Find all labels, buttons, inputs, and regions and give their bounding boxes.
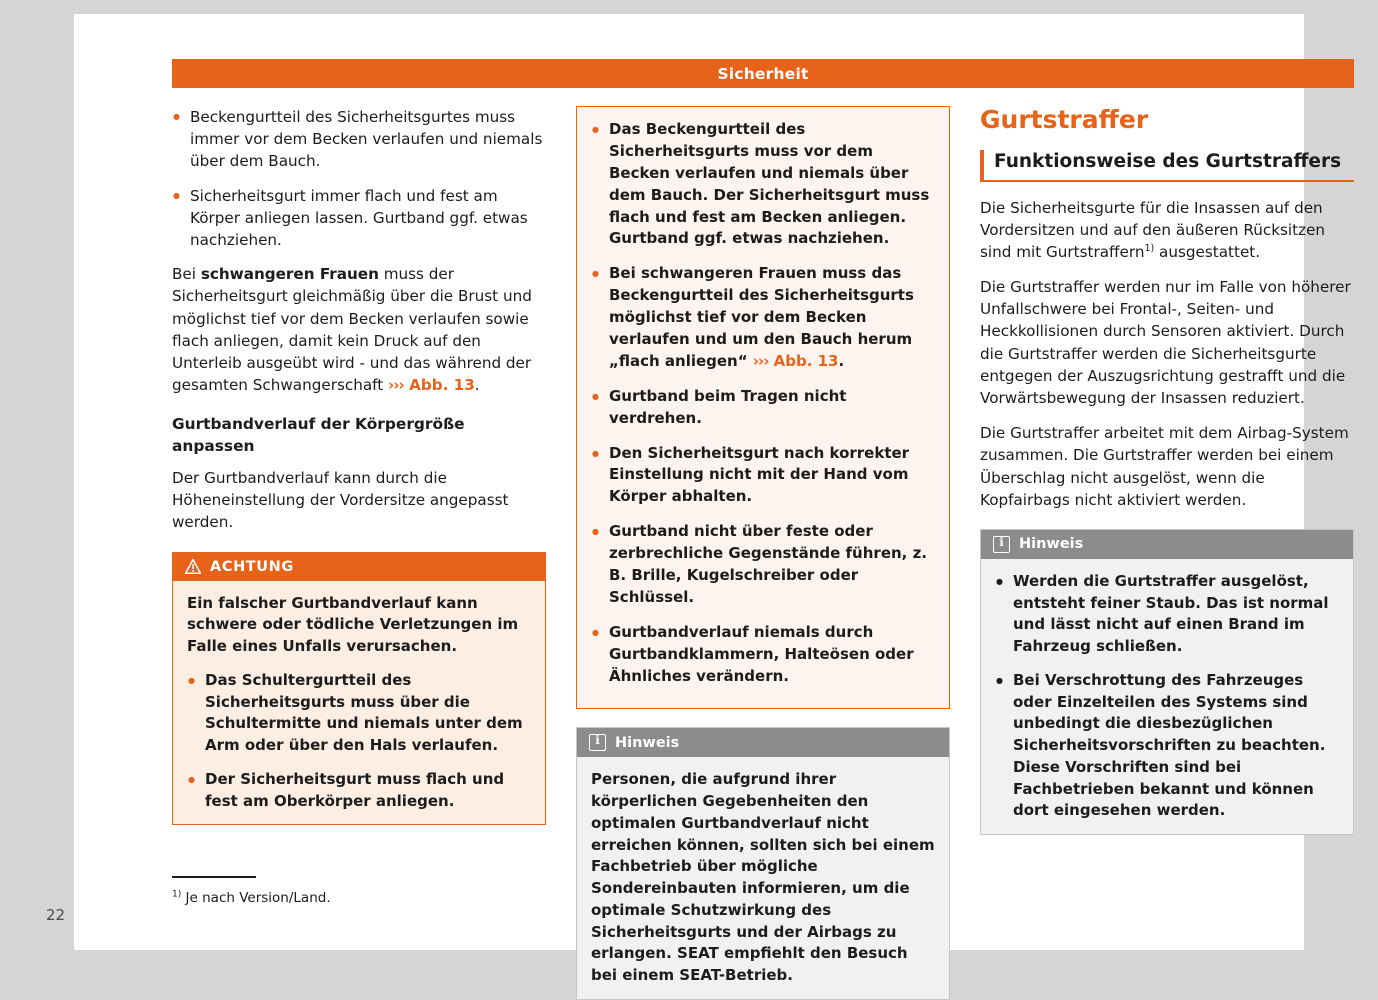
- warning-box: [172, 552, 546, 826]
- cross-reference-label: Abb. 13: [409, 376, 475, 395]
- list-item: ● Beckengurtteil des Sicherheitsgurtes muss immer vor dem Becken verlaufen und niemals über dem Bauch.: [172, 106, 546, 173]
- list-item: ● Gurtband nicht über feste oder zerbrechliche Gegenstände führen, z. B. Brille, Kugelschreiber oder Schlüssel.: [591, 521, 935, 609]
- footnote-marker: 1): [172, 889, 182, 900]
- paragraph-pregnant-women: [172, 263, 546, 396]
- chapter-title: Gurtstraffer: [980, 105, 1149, 134]
- footnote-divider: [172, 876, 256, 878]
- cross-reference-label: Abb. 13: [773, 351, 839, 370]
- list-item: ● Gurtband beim Tragen nicht verdrehen.: [591, 386, 935, 430]
- page-sheet: [74, 14, 1351, 985]
- text-fragment: Die Sicherheitsgurte für die Insassen auf den Vordersitzen und auf den äußeren Rücksitzen sind mit Gurtstraffern: [980, 198, 1326, 261]
- list-item: ● Sicherheitsgurt immer flach und fest am Körper anliegen lassen. Gurtband ggf. etwas nachziehen.: [172, 185, 546, 252]
- footnote-area: [172, 876, 552, 908]
- footnote-text: Je nach Version/Land.: [185, 890, 331, 906]
- paragraph-pretensioner-2: Die Gurtstraffer werden nur im Falle von höherer Unfallschwere bei Frontal-, Seiten- und Heckkollisionen durch Sensoren aktiviert. Durch die Gurtstraffer werden die Sicherheitsgurte entgegen der Auszugsrichtung gestrafft und die Vorwärtsbewegung der Insassen reduziert.: [980, 278, 1351, 408]
- note-box-header: [981, 530, 1353, 559]
- list-item: ● Der Sicherheitsgurt muss flach und fest am Oberkörper anliegen.: [187, 769, 531, 813]
- note-box-title: Hinweis: [615, 734, 680, 751]
- note-box-body: [981, 559, 1353, 834]
- footnote: [172, 890, 552, 908]
- text-fragment: ausgestattet.: [1154, 242, 1261, 261]
- column-middle: [576, 106, 950, 1000]
- safety-rules-bullet-list: [591, 119, 935, 687]
- intro-bullet-list: [172, 106, 546, 251]
- info-icon: [993, 536, 1010, 553]
- paragraph-belt-adjust: Der Gurtbandverlauf kann durch die Höheneinstellung der Vordersitze angepasst werden.: [172, 469, 509, 532]
- warning-box-title: ACHTUNG: [210, 558, 294, 575]
- section-title: Funktionsweise des Gurtstraffers: [980, 150, 1354, 182]
- note-box-title: Hinweis: [1019, 536, 1084, 553]
- note-box-body: [577, 757, 949, 999]
- subheading-belt-adjust: Gurtbandverlauf der Körpergröße anpassen: [172, 415, 465, 456]
- page-number: 22: [46, 906, 66, 924]
- note-box-right: [980, 529, 1354, 835]
- note-box-middle: [576, 727, 950, 1000]
- warning-triangle-icon: [185, 559, 201, 574]
- warning-box-body: [173, 581, 545, 825]
- list-item: ● Den Sicherheitsgurt nach korrekter Einstellung nicht mit der Hand vom Körper abhalten.: [591, 443, 935, 509]
- paragraph-pretensioner-3: Die Gurtstraffer arbeitet mit dem Airbag-System zusammen. Die Gurtstraffer werden bei einem Überschlag nicht ausgelöst, wenn die Kopfairbags nicht aktiviert werden.: [980, 424, 1349, 509]
- text-fragment: .: [474, 376, 480, 395]
- cross-reference-link[interactable]: [753, 352, 839, 370]
- list-item: ● Bei Verschrottung des Fahrzeuges oder Einzelteilen des Systems sind unbedingt die diesbezüglichen Sicherheitsvorschriften zu beachten. Diese Vorschriften sind bei Fachbetrieben bekannt und können dort eingesehen werden.: [995, 670, 1339, 822]
- text-fragment: Bei: [172, 265, 201, 284]
- list-item: ● Gurtbandverlauf niemals durch Gurtbandklammern, Halteösen oder Ähnliches verändern.: [591, 622, 935, 688]
- info-icon: [589, 734, 606, 751]
- page-header-title: Sicherheit: [172, 59, 1354, 88]
- list-item: ● Das Schultergurtteil des Sicherheitsgurts muss über die Schultermitte und niemals unter dem Arm oder über den Hals verlaufen.: [187, 670, 531, 757]
- column-right: [980, 106, 1354, 835]
- note-text: Personen, die aufgrund ihrer körperlichen Gegebenheiten den optimalen Gurtbandverlauf nicht erreichen können, sollten sich bei einem Fachbetrieb über mögliche Sondereinbauten informieren, um die optimale Schutzwirkung des Sicherheitsgurts und der Airbags zu erlangen. SEAT empfiehlt den Besuch bei einem SEAT-Betrieb.: [591, 770, 935, 985]
- cross-reference-link[interactable]: [388, 376, 475, 394]
- page-columns: [172, 105, 1354, 985]
- text-emphasis: schwangeren Frauen: [200, 265, 379, 284]
- paragraph-pretensioner-1: [980, 197, 1354, 264]
- triple-chevron-icon: ›››: [388, 376, 404, 395]
- text-fragment: muss der Sicherheitsgurt gleichmäßig über die Brust und möglichst tief vor dem Becken verlaufen sowie flach anliegen, damit kein Druck auf den Unterleib ausgeübt wird - und das während der gesamten Schwangerschaft: [172, 265, 532, 395]
- triple-chevron-icon: ›››: [752, 351, 769, 370]
- note-bullet-list: [995, 571, 1339, 822]
- footnote-marker: 1): [1144, 242, 1155, 254]
- warning-intro-text: Ein falscher Gurtbandverlauf kann schwere oder tödliche Verletzungen im Falle eines Unfalls verursachen.: [187, 593, 519, 656]
- note-box-header: [577, 728, 949, 757]
- safety-rules-box: [576, 106, 950, 709]
- list-item-pregnant: [591, 263, 935, 372]
- list-item: ● Das Beckengurtteil des Sicherheitsgurts muss vor dem Becken verlaufen und niemals über dem Bauch. Der Sicherheitsgurt muss flach und fest am Becken anliegen. Gurtband ggf. etwas nachziehen.: [591, 119, 935, 250]
- text-fragment: .: [838, 351, 845, 370]
- column-left: [172, 106, 546, 825]
- list-item: ● Werden die Gurtstraffer ausgelöst, entsteht feiner Staub. Das ist normal und lässt nicht auf einen Brand im Fahrzeug schließen.: [995, 571, 1339, 658]
- warning-box-header: [173, 553, 545, 581]
- warning-bullet-list: [187, 670, 531, 813]
- text-fragment: Bei schwangeren Frauen muss das Beckengurtteil des Sicherheitsgurts möglichst tief vor dem Becken verlaufen und um den Bauch herum „flach anliegen“: [609, 264, 914, 370]
